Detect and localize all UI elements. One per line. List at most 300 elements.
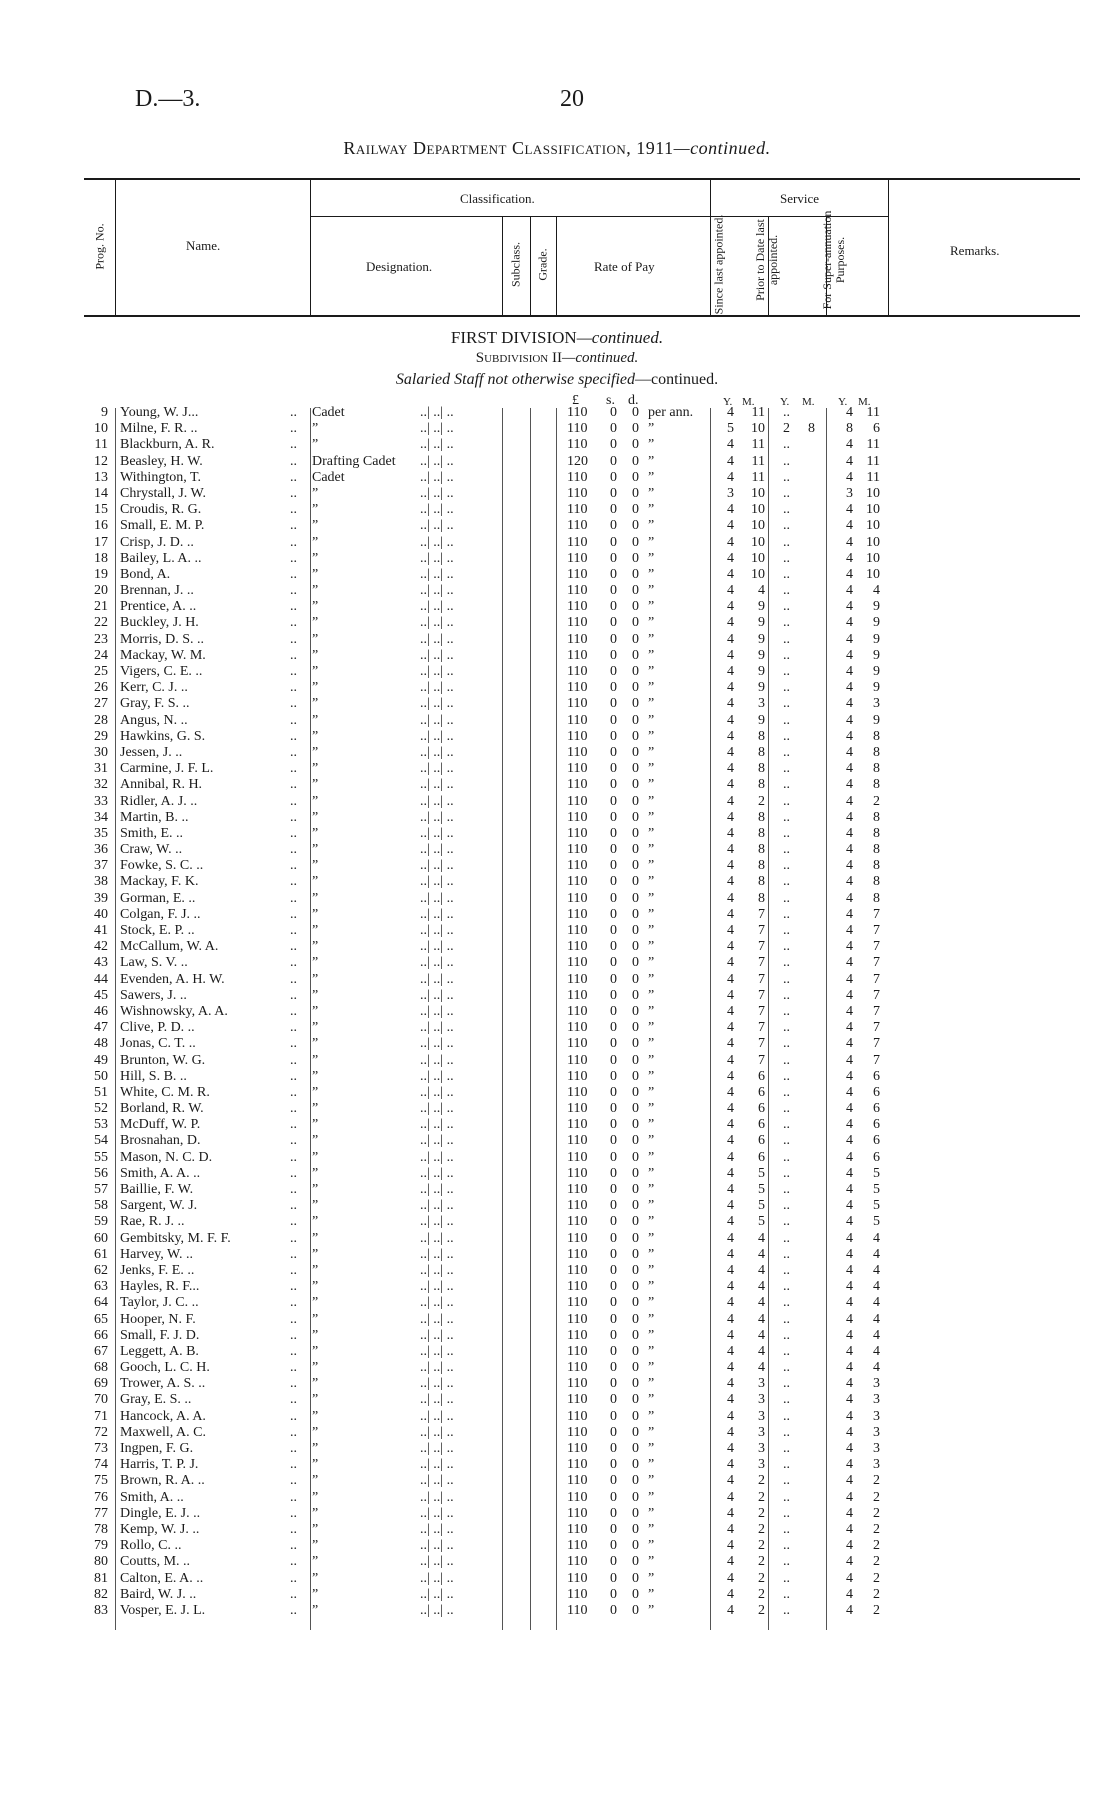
rate-pounds: 110 bbox=[567, 1068, 588, 1084]
rate-pence: 0 bbox=[632, 1133, 639, 1149]
subdivision-suffix: —continued. bbox=[562, 350, 639, 366]
superannuation-months: 10 bbox=[866, 485, 880, 501]
since-last-months: 3 bbox=[758, 1408, 765, 1424]
prog-no: 52 bbox=[94, 1101, 108, 1117]
leader-dots: ..| ..| .. bbox=[420, 1473, 454, 1489]
since-last-months: 4 bbox=[758, 1360, 765, 1376]
prior-years: .. bbox=[783, 874, 790, 890]
rate-period: ” bbox=[648, 485, 655, 501]
employee-name: Gray, E. S. .. bbox=[120, 1392, 192, 1408]
rate-pounds: 110 bbox=[567, 1343, 588, 1359]
leader-dots: ..| ..| .. bbox=[420, 566, 454, 582]
since-last-months: 4 bbox=[758, 1311, 765, 1327]
leader-dots: ..| ..| .. bbox=[420, 1182, 454, 1197]
prog-no: 59 bbox=[94, 1214, 108, 1230]
prior-years: .. bbox=[783, 1003, 790, 1019]
rate-period: ” bbox=[648, 599, 655, 615]
since-last-months: 2 bbox=[758, 1602, 765, 1618]
since-last-years: 4 bbox=[727, 712, 734, 728]
since-last-months: 3 bbox=[758, 1441, 765, 1456]
employee-name: Leggett, A. B. bbox=[120, 1343, 199, 1359]
prog-no: 61 bbox=[94, 1246, 108, 1262]
superannuation-months: 10 bbox=[866, 518, 880, 534]
employee-name: Jonas, C. T. .. bbox=[120, 1036, 196, 1052]
rate-pence: 0 bbox=[632, 1489, 639, 1505]
designation: ” bbox=[312, 1198, 319, 1214]
superannuation-months: 10 bbox=[866, 550, 880, 566]
employee-name: Ingpen, F. G. bbox=[120, 1441, 194, 1456]
designation: ” bbox=[312, 631, 319, 647]
since-last-years: 4 bbox=[727, 599, 734, 615]
employee-name: Rollo, C. .. bbox=[120, 1538, 182, 1554]
since-last-months: 5 bbox=[758, 1165, 765, 1181]
rate-pounds: 110 bbox=[567, 1392, 588, 1408]
prog-no: 77 bbox=[94, 1505, 108, 1521]
rate-pounds: 110 bbox=[567, 485, 588, 501]
table-row bbox=[0, 745, 1114, 761]
table-row bbox=[0, 551, 1114, 567]
prog-no: 56 bbox=[94, 1165, 108, 1181]
rate-pounds: 110 bbox=[567, 647, 588, 663]
rate-period: ” bbox=[648, 453, 655, 469]
since-last-months: 7 bbox=[758, 906, 765, 922]
rate-pounds: 110 bbox=[567, 1101, 588, 1117]
leader-dots: .. bbox=[290, 761, 297, 777]
designation: ” bbox=[312, 599, 319, 615]
superannuation-months: 9 bbox=[873, 712, 880, 728]
superannuation-months: 7 bbox=[873, 1003, 880, 1019]
table-row bbox=[0, 1312, 1114, 1328]
rate-pence: 0 bbox=[632, 1570, 639, 1586]
designation: ” bbox=[312, 1020, 319, 1036]
leader-dots: .. bbox=[290, 453, 297, 469]
prior-years: .. bbox=[783, 1036, 790, 1052]
rate-shillings: 0 bbox=[610, 858, 617, 874]
rate-shillings: 0 bbox=[610, 1133, 617, 1149]
leader-dots: .. bbox=[290, 599, 297, 615]
employee-name: Stock, E. P. .. bbox=[120, 923, 195, 938]
rate-pence: 0 bbox=[632, 1521, 639, 1537]
prog-no: 68 bbox=[94, 1360, 108, 1376]
leader-dots: .. bbox=[290, 437, 297, 453]
since-last-months: 5 bbox=[758, 1214, 765, 1230]
rate-pence: 0 bbox=[632, 1602, 639, 1618]
rate-shillings: 0 bbox=[610, 437, 617, 453]
rate-pounds: 110 bbox=[567, 955, 588, 971]
prog-no: 49 bbox=[94, 1052, 108, 1068]
leader-dots: .. bbox=[290, 1570, 297, 1586]
leader-dots: .. bbox=[290, 469, 297, 485]
prior-years: .. bbox=[783, 1424, 790, 1440]
prog-no: 48 bbox=[94, 1036, 108, 1052]
leader-dots: .. bbox=[290, 971, 297, 987]
rate-period: ” bbox=[648, 874, 655, 890]
rate-shillings: 0 bbox=[610, 502, 617, 518]
title-suffix: —continued. bbox=[673, 138, 771, 158]
rate-period: ” bbox=[648, 1343, 655, 1359]
superannuation-months: 6 bbox=[873, 1133, 880, 1149]
rate-pounds: 110 bbox=[567, 1214, 588, 1230]
rate-shillings: 0 bbox=[610, 1295, 617, 1311]
rate-period: ” bbox=[648, 1003, 655, 1019]
superannuation-months: 7 bbox=[873, 1020, 880, 1036]
leader-dots: .. bbox=[290, 583, 297, 599]
designation: ” bbox=[312, 485, 319, 501]
employee-name: Sawers, J. .. bbox=[120, 987, 187, 1003]
rate-shillings: 0 bbox=[610, 1279, 617, 1295]
prior-years: .. bbox=[783, 1198, 790, 1214]
leader-dots: .. bbox=[290, 1133, 297, 1149]
leader-dots: .. bbox=[290, 534, 297, 550]
prior-months: 8 bbox=[808, 421, 815, 437]
leader-dots: ..| ..| .. bbox=[420, 1441, 454, 1456]
leader-dots: ..| ..| .. bbox=[420, 1295, 454, 1311]
prior-years: .. bbox=[783, 712, 790, 728]
leader-dots: ..| ..| .. bbox=[420, 550, 454, 566]
since-last-years: 4 bbox=[727, 1343, 734, 1359]
prog-no: 55 bbox=[94, 1149, 108, 1165]
rate-period: ” bbox=[648, 1570, 655, 1586]
rate-period: ” bbox=[648, 1295, 655, 1311]
rate-pence: 0 bbox=[632, 421, 639, 437]
rate-shillings: 0 bbox=[610, 1441, 617, 1456]
superannuation-months: 4 bbox=[873, 1246, 880, 1262]
rate-pence: 0 bbox=[632, 680, 639, 696]
prog-no: 18 bbox=[94, 550, 108, 566]
superannuation-months: 8 bbox=[873, 728, 880, 744]
prog-no: 51 bbox=[94, 1084, 108, 1100]
superannuation-months: 9 bbox=[873, 615, 880, 631]
employee-name: Kerr, C. J. .. bbox=[120, 680, 188, 696]
since-last-years: 4 bbox=[727, 1068, 734, 1084]
leader-dots: .. bbox=[290, 680, 297, 696]
header-col-rule bbox=[556, 216, 557, 316]
since-last-months: 4 bbox=[758, 1230, 765, 1246]
superannuation-years: 4 bbox=[846, 1376, 853, 1392]
table-row bbox=[0, 1522, 1114, 1538]
rate-period: ” bbox=[648, 1101, 655, 1117]
rate-pence: 0 bbox=[632, 728, 639, 744]
superannuation-years: 4 bbox=[846, 1392, 853, 1408]
designation: ” bbox=[312, 793, 319, 809]
header-service: Service bbox=[780, 191, 819, 206]
table-row bbox=[0, 1214, 1114, 1230]
table-row bbox=[0, 777, 1114, 793]
rate-period: ” bbox=[648, 1521, 655, 1537]
leader-dots: ..| ..| .. bbox=[420, 647, 454, 663]
rate-shillings: 0 bbox=[610, 518, 617, 534]
subdivision-title: Subdivision II bbox=[475, 350, 562, 366]
prog-no: 33 bbox=[94, 793, 108, 809]
prog-no: 78 bbox=[94, 1521, 108, 1537]
rate-pence: 0 bbox=[632, 437, 639, 453]
rate-period: ” bbox=[648, 1246, 655, 1262]
table-row bbox=[0, 1587, 1114, 1603]
designation: ” bbox=[312, 1117, 319, 1133]
rate-pence: 0 bbox=[632, 923, 639, 938]
rate-pence: 0 bbox=[632, 631, 639, 647]
prior-years: .. bbox=[783, 1408, 790, 1424]
table-row bbox=[0, 518, 1114, 534]
rate-shillings: 0 bbox=[610, 1521, 617, 1537]
employee-name: Gray, F. S. .. bbox=[120, 696, 190, 712]
employee-name: Carmine, J. F. L. bbox=[120, 761, 214, 777]
rate-pounds: 110 bbox=[567, 421, 588, 437]
superannuation-months: 2 bbox=[873, 1521, 880, 1537]
rate-pounds: 110 bbox=[567, 728, 588, 744]
header-designation: Designation. bbox=[366, 259, 433, 274]
prior-years: .. bbox=[783, 1554, 790, 1570]
leader-dots: .. bbox=[290, 1343, 297, 1359]
leader-dots: ..| ..| .. bbox=[420, 1246, 454, 1262]
table-row bbox=[0, 502, 1114, 518]
leader-dots: ..| ..| .. bbox=[420, 1084, 454, 1100]
prog-no: 25 bbox=[94, 664, 108, 679]
prog-no: 20 bbox=[94, 583, 108, 599]
superannuation-years: 4 bbox=[846, 1214, 853, 1230]
employee-name: Sargent, W. J. bbox=[120, 1198, 198, 1214]
prog-no: 30 bbox=[94, 744, 108, 760]
rate-shillings: 0 bbox=[610, 906, 617, 922]
superannuation-months: 10 bbox=[866, 502, 880, 518]
since-last-years: 4 bbox=[727, 939, 734, 955]
rate-period: per ann. bbox=[648, 405, 694, 420]
designation: ” bbox=[312, 1279, 319, 1295]
unit-pence: d. bbox=[628, 393, 639, 408]
prior-years: .. bbox=[783, 890, 790, 906]
prior-years: .. bbox=[783, 550, 790, 566]
since-last-years: 4 bbox=[727, 1408, 734, 1424]
prior-years: .. bbox=[783, 1165, 790, 1181]
leader-dots: ..| ..| .. bbox=[420, 1262, 454, 1278]
rate-period: ” bbox=[648, 534, 655, 550]
leader-dots: .. bbox=[290, 1505, 297, 1521]
prior-years: .. bbox=[783, 1327, 790, 1343]
rate-shillings: 0 bbox=[610, 842, 617, 858]
designation: ” bbox=[312, 566, 319, 582]
leader-dots: ..| ..| .. bbox=[420, 809, 454, 825]
prior-years: .. bbox=[783, 744, 790, 760]
leader-dots: ..| ..| .. bbox=[420, 955, 454, 971]
prog-no: 64 bbox=[94, 1295, 108, 1311]
table-row bbox=[0, 729, 1114, 745]
leader-dots: .. bbox=[290, 1586, 297, 1602]
leader-dots: .. bbox=[290, 842, 297, 858]
rate-shillings: 0 bbox=[610, 1473, 617, 1489]
prog-no: 82 bbox=[94, 1586, 108, 1602]
table-row bbox=[0, 810, 1114, 826]
rate-period: ” bbox=[648, 1473, 655, 1489]
table-row bbox=[0, 1263, 1114, 1279]
leader-dots: .. bbox=[290, 1003, 297, 1019]
rate-pence: 0 bbox=[632, 1554, 639, 1570]
employee-name: Martin, B. .. bbox=[120, 809, 189, 825]
designation: Drafting Cadet bbox=[312, 453, 396, 469]
prior-years: .. bbox=[783, 453, 790, 469]
rate-pence: 0 bbox=[632, 761, 639, 777]
employee-name: Small, E. M. P. bbox=[120, 518, 205, 534]
leader-dots: .. bbox=[290, 744, 297, 760]
table-row bbox=[0, 1020, 1114, 1036]
superannuation-months: 2 bbox=[873, 1489, 880, 1505]
superannuation-months: 6 bbox=[873, 1101, 880, 1117]
designation: ” bbox=[312, 1473, 319, 1489]
rate-pounds: 110 bbox=[567, 1052, 588, 1068]
rate-pence: 0 bbox=[632, 647, 639, 663]
since-last-years: 4 bbox=[727, 1538, 734, 1554]
leader-dots: ..| ..| .. bbox=[420, 583, 454, 599]
employee-name: Baird, W. J. .. bbox=[120, 1586, 197, 1602]
employee-name: Bailey, L. A. .. bbox=[120, 550, 202, 566]
leader-dots: .. bbox=[290, 955, 297, 971]
leader-dots: ..| ..| .. bbox=[420, 518, 454, 534]
superannuation-years: 4 bbox=[846, 1489, 853, 1505]
table-row bbox=[0, 1506, 1114, 1522]
since-last-months: 8 bbox=[758, 874, 765, 890]
superannuation-years: 4 bbox=[846, 534, 853, 550]
rate-shillings: 0 bbox=[610, 874, 617, 890]
rate-pounds: 110 bbox=[567, 615, 588, 631]
superannuation-years: 4 bbox=[846, 1198, 853, 1214]
employee-name: Milne, F. R. .. bbox=[120, 421, 198, 437]
leader-dots: .. bbox=[290, 1214, 297, 1230]
superannuation-years: 4 bbox=[846, 1230, 853, 1246]
designation: ” bbox=[312, 421, 319, 437]
rate-pence: 0 bbox=[632, 1343, 639, 1359]
since-last-months: 2 bbox=[758, 1570, 765, 1586]
rate-shillings: 0 bbox=[610, 664, 617, 679]
superannuation-months: 11 bbox=[866, 405, 880, 420]
designation: ” bbox=[312, 874, 319, 890]
prior-years: .. bbox=[783, 971, 790, 987]
designation: ” bbox=[312, 712, 319, 728]
leader-dots: ..| ..| .. bbox=[420, 615, 454, 631]
leader-dots: ..| ..| .. bbox=[420, 1376, 454, 1392]
document-reference: D.—3. bbox=[135, 86, 201, 112]
leader-dots: .. bbox=[290, 1246, 297, 1262]
superannuation-months: 4 bbox=[873, 1279, 880, 1295]
table-row bbox=[0, 421, 1114, 437]
prior-years: .. bbox=[783, 1521, 790, 1537]
leader-dots: ..| ..| .. bbox=[420, 793, 454, 809]
table-row bbox=[0, 988, 1114, 1004]
since-last-months: 4 bbox=[758, 1246, 765, 1262]
prog-no: 66 bbox=[94, 1327, 108, 1343]
prior-years: .. bbox=[783, 1182, 790, 1197]
table-row bbox=[0, 470, 1114, 486]
table-row bbox=[0, 1085, 1114, 1101]
superannuation-years: 4 bbox=[846, 874, 853, 890]
rate-period: ” bbox=[648, 987, 655, 1003]
since-last-years: 4 bbox=[727, 1505, 734, 1521]
since-last-months: 7 bbox=[758, 923, 765, 938]
leader-dots: .. bbox=[290, 906, 297, 922]
table-row bbox=[0, 535, 1114, 551]
since-last-years: 4 bbox=[727, 1052, 734, 1068]
rate-period: ” bbox=[648, 1360, 655, 1376]
superannuation-years: 4 bbox=[846, 890, 853, 906]
rate-period: ” bbox=[648, 1214, 655, 1230]
rate-pounds: 110 bbox=[567, 550, 588, 566]
since-last-months: 2 bbox=[758, 1505, 765, 1521]
rate-pounds: 110 bbox=[567, 469, 588, 485]
superannuation-months: 4 bbox=[873, 1295, 880, 1311]
leader-dots: .. bbox=[290, 1424, 297, 1440]
table-row bbox=[0, 1133, 1114, 1149]
table-row bbox=[0, 858, 1114, 874]
table-row bbox=[0, 1279, 1114, 1295]
designation: ” bbox=[312, 518, 319, 534]
prog-no: 73 bbox=[94, 1441, 108, 1456]
rate-period: ” bbox=[648, 647, 655, 663]
superannuation-months: 2 bbox=[873, 1538, 880, 1554]
rate-pence: 0 bbox=[632, 566, 639, 582]
designation: ” bbox=[312, 825, 319, 841]
prior-years: .. bbox=[783, 955, 790, 971]
employee-name: Angus, N. .. bbox=[120, 712, 188, 728]
since-last-months: 6 bbox=[758, 1084, 765, 1100]
since-last-years: 4 bbox=[727, 1392, 734, 1408]
superannuation-months: 9 bbox=[873, 647, 880, 663]
prior-years: .. bbox=[783, 664, 790, 679]
prior-years: .. bbox=[783, 1295, 790, 1311]
prior-years: .. bbox=[783, 777, 790, 793]
since-last-months: 6 bbox=[758, 1101, 765, 1117]
rate-pence: 0 bbox=[632, 1392, 639, 1408]
leader-dots: .. bbox=[290, 890, 297, 906]
superannuation-months: 8 bbox=[873, 890, 880, 906]
rate-pounds: 110 bbox=[567, 534, 588, 550]
superannuation-years: 4 bbox=[846, 842, 853, 858]
leader-dots: .. bbox=[290, 987, 297, 1003]
superannuation-months: 7 bbox=[873, 971, 880, 987]
rate-shillings: 0 bbox=[610, 453, 617, 469]
prog-no: 42 bbox=[94, 939, 108, 955]
prog-no: 83 bbox=[94, 1602, 108, 1618]
superannuation-years: 4 bbox=[846, 502, 853, 518]
leader-dots: ..| ..| .. bbox=[420, 1602, 454, 1618]
rate-shillings: 0 bbox=[610, 1198, 617, 1214]
since-last-years: 4 bbox=[727, 777, 734, 793]
designation: ” bbox=[312, 550, 319, 566]
table-row bbox=[0, 972, 1114, 988]
superannuation-months: 10 bbox=[866, 534, 880, 550]
rate-pence: 0 bbox=[632, 1036, 639, 1052]
prog-no: 58 bbox=[94, 1198, 108, 1214]
leader-dots: ..| ..| .. bbox=[420, 534, 454, 550]
since-last-months: 9 bbox=[758, 647, 765, 663]
rate-pounds: 110 bbox=[567, 1084, 588, 1100]
superannuation-years: 4 bbox=[846, 1068, 853, 1084]
superannuation-months: 8 bbox=[873, 809, 880, 825]
rate-pounds: 110 bbox=[567, 1441, 588, 1456]
table-row bbox=[0, 1328, 1114, 1344]
employee-name: Borland, R. W. bbox=[120, 1101, 204, 1117]
rate-pounds: 110 bbox=[567, 923, 588, 938]
employee-name: Hooper, N. F. bbox=[120, 1311, 196, 1327]
rate-pounds: 110 bbox=[567, 825, 588, 841]
superannuation-years: 4 bbox=[846, 647, 853, 663]
leader-dots: .. bbox=[290, 1521, 297, 1537]
prior-years: .. bbox=[783, 485, 790, 501]
rate-period: ” bbox=[648, 696, 655, 712]
rate-pounds: 110 bbox=[567, 1036, 588, 1052]
leader-dots: ..| ..| .. bbox=[420, 987, 454, 1003]
superannuation-months: 11 bbox=[866, 453, 880, 469]
unit-month-2: M. bbox=[802, 396, 815, 408]
superannuation-years: 4 bbox=[846, 583, 853, 599]
superannuation-months: 9 bbox=[873, 680, 880, 696]
